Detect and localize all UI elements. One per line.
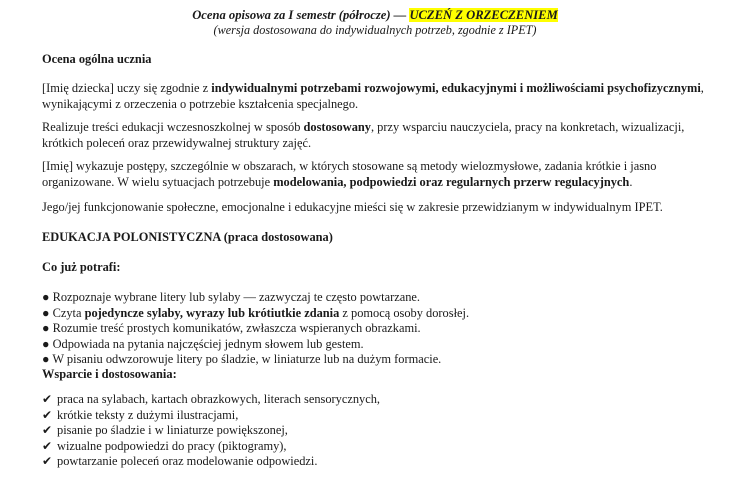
title-main: Ocena opisowa za I semestr (półrocze) — <box>192 8 407 22</box>
checkmark-icon: ✔ <box>42 407 53 422</box>
title-highlight: UCZEŃ Z ORZECZENIEM <box>409 8 558 22</box>
support-item: ✔ krótkie teksty z dużymi ilustracjami, <box>42 407 239 422</box>
general-heading: Ocena ogólna ucznia <box>42 52 152 66</box>
can-do-heading: Co już potrafi: <box>42 260 121 274</box>
support-item: ✔ pisanie po śladzie i w liniaturze powiększonej, <box>42 423 288 438</box>
support-item: ✔ wizualne podpowiedzi do pracy (piktogramy), <box>42 438 287 453</box>
general-paragraph-1: [Imię dziecka] uczy się zgodnie z indywidualnymi potrzebami rozwojowymi, edukacyjnymi i możliwościami psychofizycznymi, wynikającymi z orzeczenia o potrzebie kształcenia specjalnego. <box>42 81 704 111</box>
bullet-icon: ● <box>42 321 50 336</box>
can-do-item: ● Odpowiada na pytania najczęściej jednym słowem lub gestem. <box>42 336 364 351</box>
polish-heading: EDUKACJA POLONISTYCZNA (praca dostosowana) <box>42 230 333 244</box>
checkmark-icon: ✔ <box>42 438 53 453</box>
document-title <box>42 8 708 23</box>
support-list <box>42 392 724 470</box>
support-item: ✔ praca na sylabach, kartach obrazkowych, literach sensorycznych, <box>42 392 381 406</box>
general-paragraph-2: Realizuje treści edukacji wczesnoszkolnej w sposób dostosowany, przy wsparciu nauczyciela, pracy na konkretach, wizualizacji, krótkich poleceń oraz przewidywalnej struktury zajęć. <box>42 120 685 150</box>
document-subtitle: (wersja dostosowana do indywidualnych potrzeb, zgodnie z IPET) <box>213 23 537 37</box>
support-heading: Wsparcie i dostosowania: <box>42 367 177 381</box>
bullet-icon: ● <box>42 336 50 351</box>
checkmark-icon: ✔ <box>42 392 53 406</box>
bullet-icon: ● <box>42 305 50 320</box>
bullet-icon: ● <box>42 290 50 304</box>
general-paragraph-4: Jego/jej funkcjonowanie społeczne, emocjonalne i edukacyjne mieści się w zakresie przewidzianym w indywidualnym IPET. <box>42 200 663 214</box>
can-do-list <box>42 290 724 368</box>
support-item: ✔ powtarzanie poleceń oraz modelowanie odpowiedzi. <box>42 454 318 469</box>
bullet-icon: ● <box>42 352 50 367</box>
can-do-item: ● Czyta pojedyncze sylaby, wyrazy lub krótiutkie zdania z pomocą osoby dorosłej. <box>42 305 470 320</box>
can-do-item: ● Rozpoznaje wybrane litery lub sylaby — zazwyczaj te często powtarzane. <box>42 290 421 304</box>
general-paragraph-3: [Imię] wykazuje postępy, szczególnie w obszarach, w których stosowane są metody wielozmysłowe, zadania krótkie i jasno organizowane. W wielu sytuacjach potrzebuje modelowania, podpowiedzi oraz regularnych przerw regulacyjnych. <box>42 159 657 189</box>
can-do-item: ● W pisaniu odwzorowuje litery po śladzie, w liniaturze lub na dużym formacie. <box>42 352 442 367</box>
can-do-item: ● Rozumie treść prostych komunikatów, zwłaszcza wspieranych obrazkami. <box>42 321 421 336</box>
checkmark-icon: ✔ <box>42 454 53 469</box>
checkmark-icon: ✔ <box>42 423 53 438</box>
